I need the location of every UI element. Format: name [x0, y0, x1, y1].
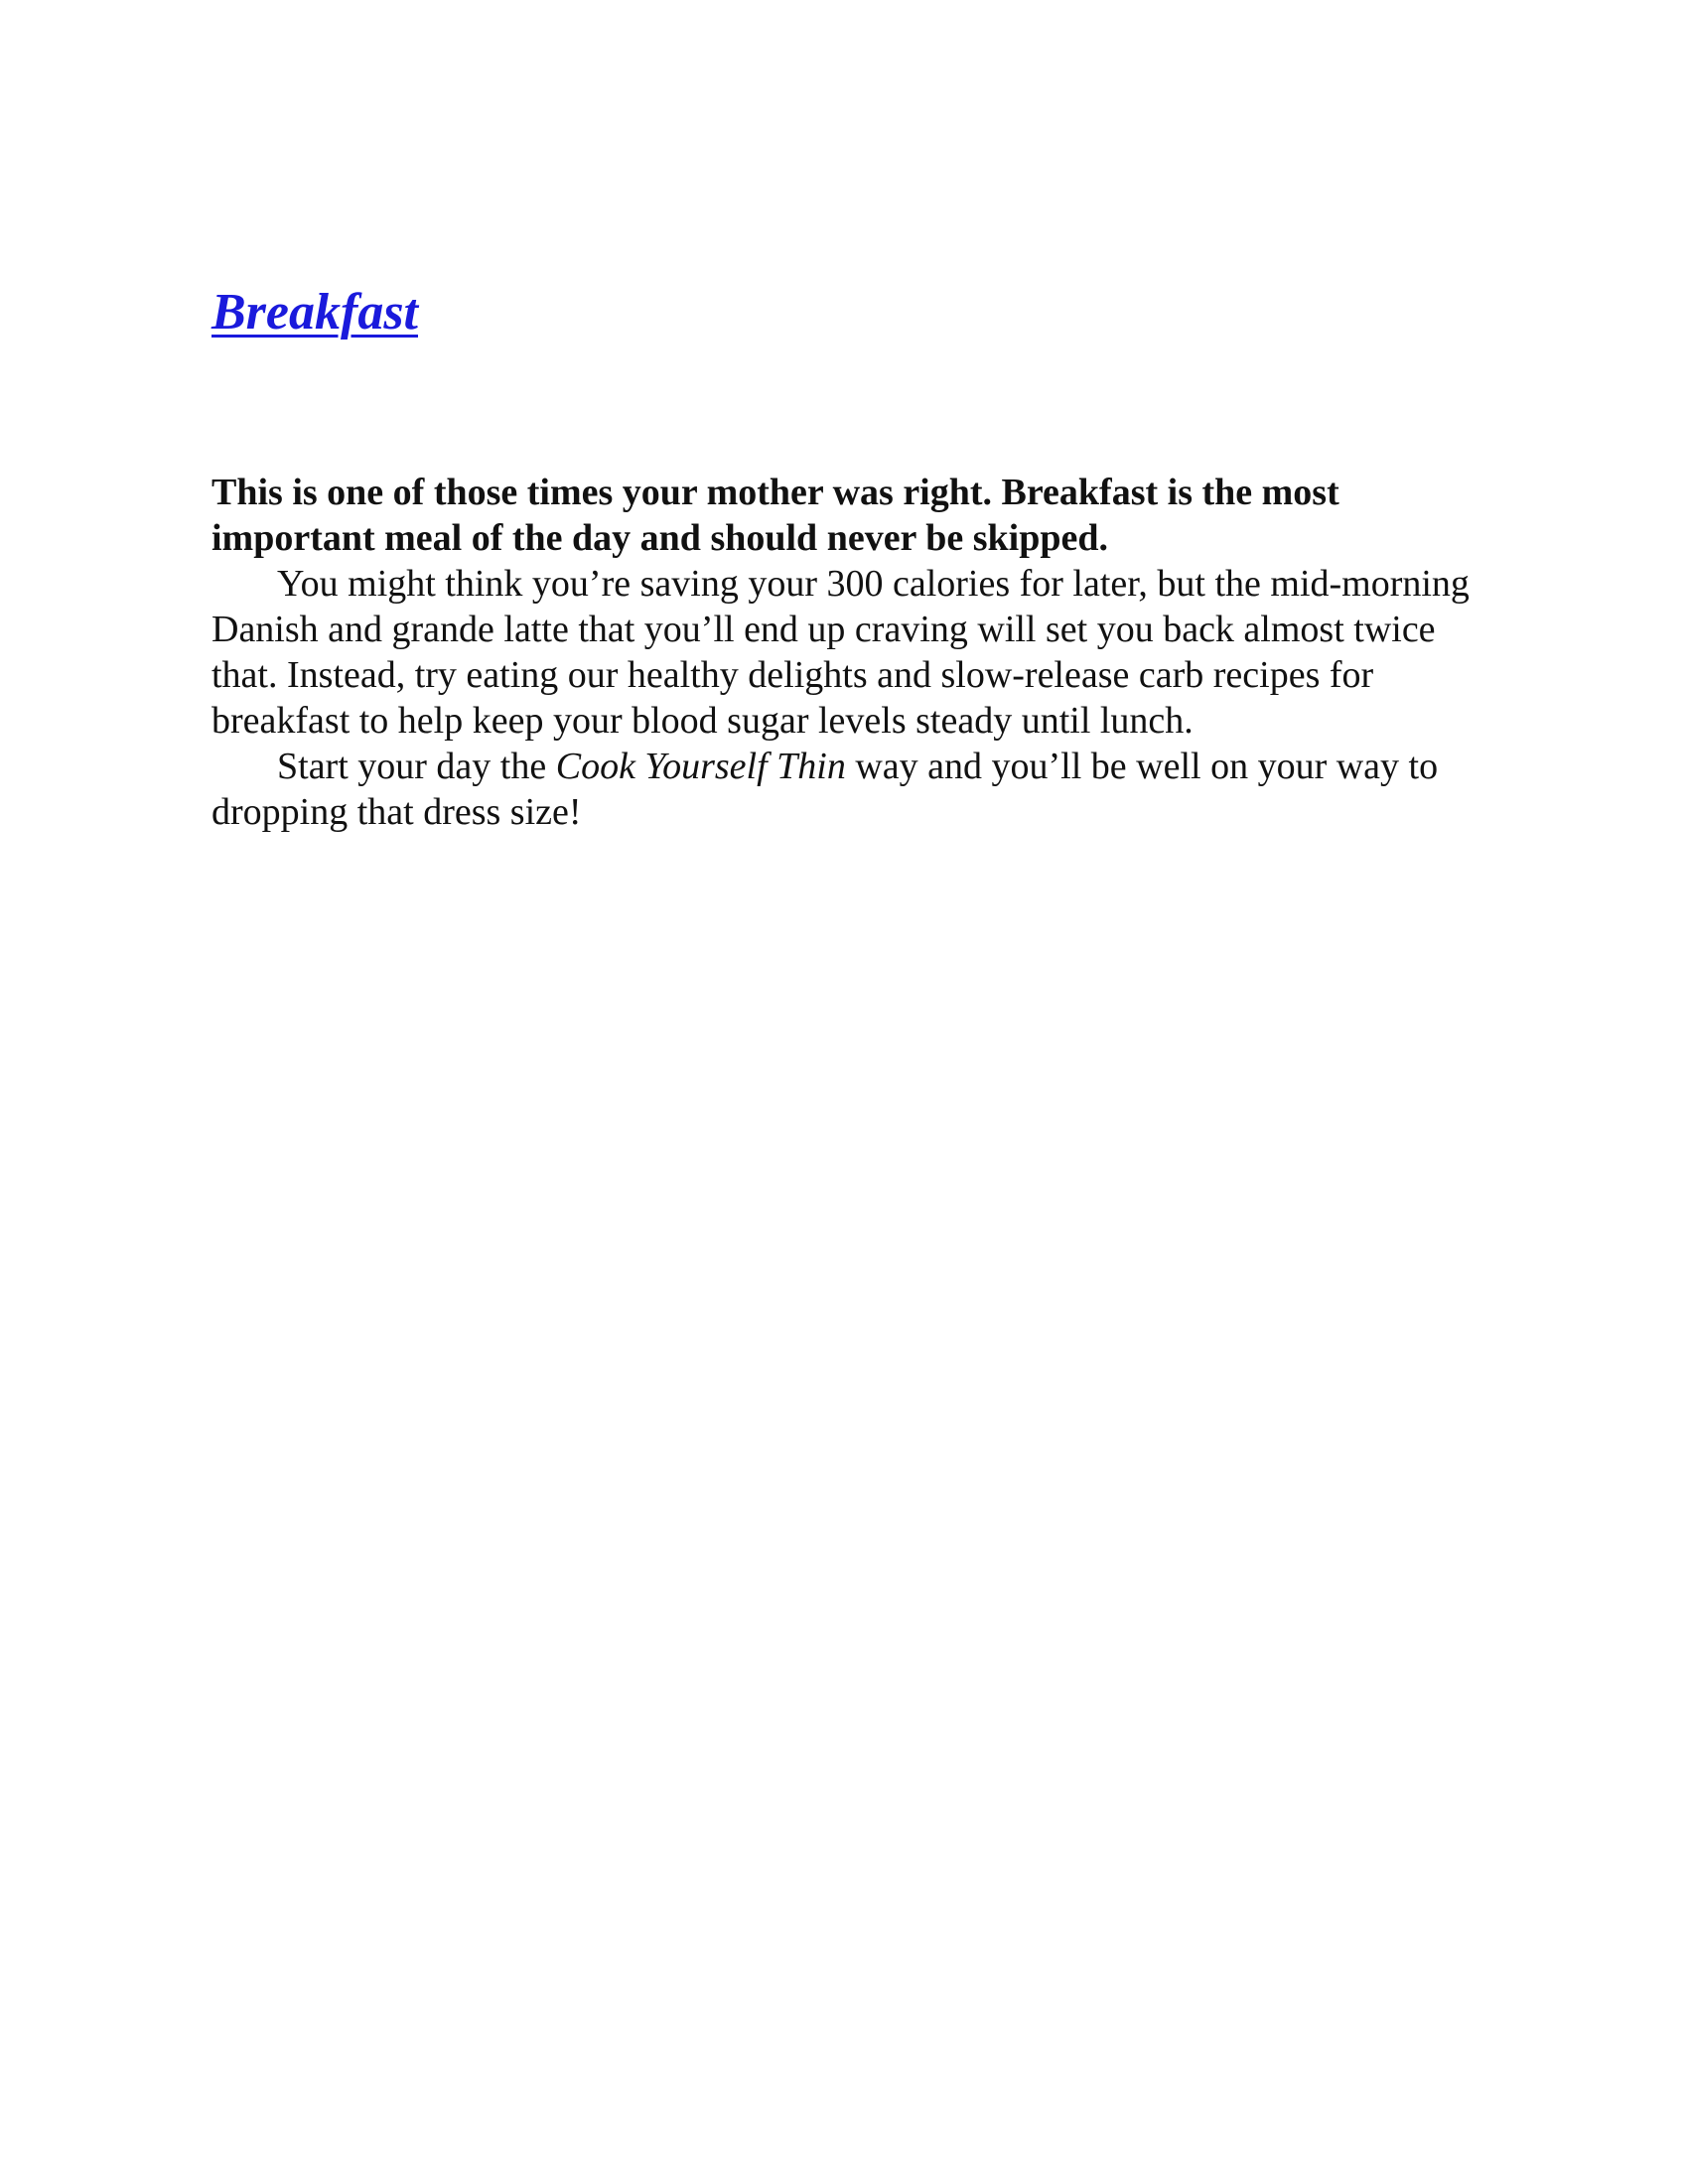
paragraph-start-your-day — [211, 744, 1492, 835]
lead-paragraph: This is one of those times your mother was right. Breakfast is the most important meal of the day and should never be skipped. — [211, 472, 1339, 559]
paragraph-start-text: Start your day the — [277, 746, 556, 787]
body-text — [211, 470, 1492, 835]
paragraph-calories: You might think you’re saving your 300 calories for later, but the mid-morning Danish and grande latte that you’ll end up craving will set you back almost twice that. Instead, try eating our healthy delights and slow-release carb recipes for breakfast to help keep your blood sugar levels steady until lunch. — [211, 563, 1470, 742]
breakfast-heading-link[interactable]: Breakfast — [211, 284, 418, 341]
book-title: Cook Yourself Thin — [555, 746, 846, 787]
page-content — [211, 283, 1492, 835]
paragraph-end-text: way and you’ll be well on your way to dropping that dress size! — [211, 746, 1439, 833]
